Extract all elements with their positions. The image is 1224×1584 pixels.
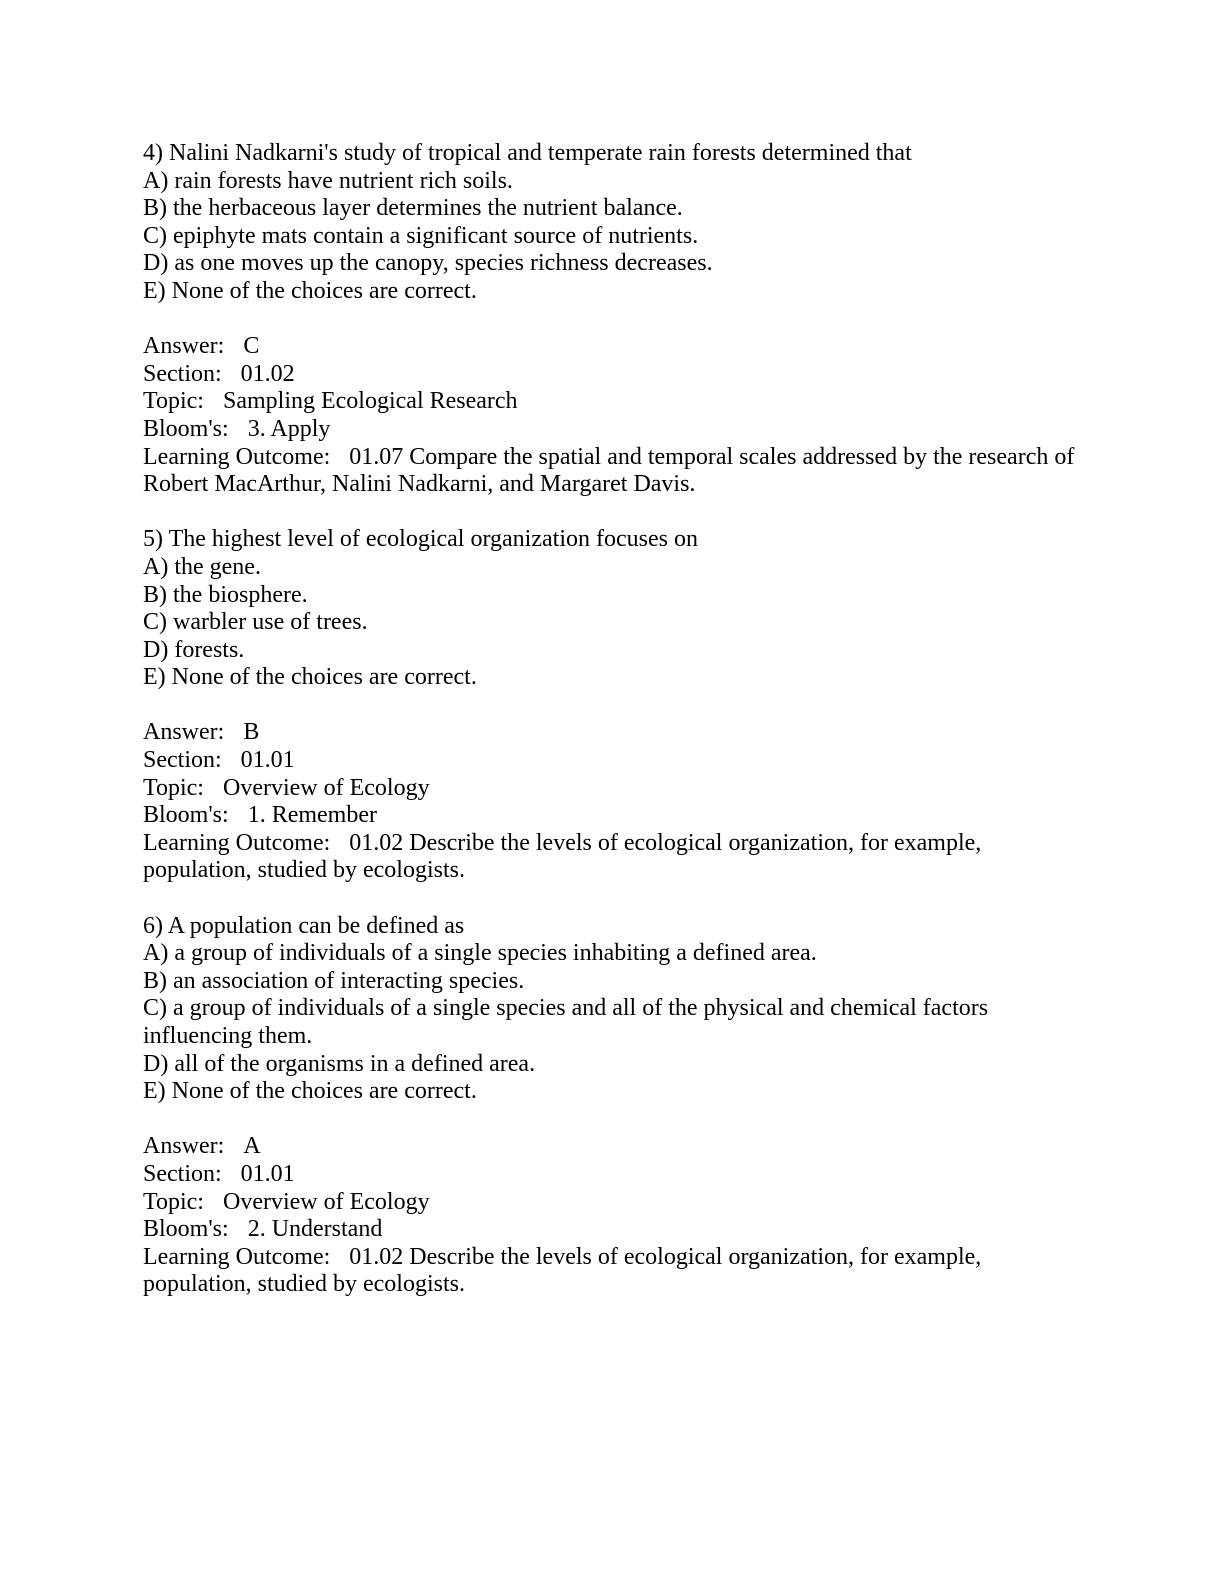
choice-line: D) forests. (143, 636, 245, 663)
choice-line: E) None of the choices are correct. (143, 1078, 477, 1105)
section-value: 01.01 (240, 1160, 295, 1187)
choice-line: E) None of the choices are correct. (143, 277, 477, 304)
section-value: 01.02 (240, 360, 295, 387)
blooms-label: Bloom's: (143, 1216, 229, 1243)
meta-line-section (143, 361, 1080, 389)
learning-outcome-label: Learning Outcome: (143, 443, 331, 470)
section-value: 01.01 (240, 747, 295, 774)
choice-line: B) an association of interacting species. (143, 967, 525, 994)
answer-label: Answer: (143, 1133, 225, 1160)
answer-value: C (243, 333, 260, 360)
meta-line-answer (143, 333, 1080, 361)
choice-line: C) warbler use of trees. (143, 609, 368, 636)
learning-outcome-value: 01.02 Describe the levels of ecological organization, for example, population, studied by ecologists. (143, 829, 982, 884)
topic-label: Topic: (143, 388, 204, 415)
question-number: 4) (143, 140, 163, 166)
meta-line-topic (143, 1189, 1080, 1217)
meta-line-blooms (143, 416, 1080, 444)
answer-block-4 (143, 333, 1080, 499)
meta-line-blooms (143, 802, 1080, 830)
meta-line-learning-outcome (143, 830, 1080, 885)
choice-line: D) all of the organisms in a defined area. (143, 1050, 536, 1077)
blooms-label: Bloom's: (143, 802, 229, 829)
learning-outcome-label: Learning Outcome: (143, 829, 331, 856)
meta-line-learning-outcome (143, 1244, 1080, 1299)
learning-outcome-label: Learning Outcome: (143, 1243, 331, 1270)
meta-line-section (143, 1161, 1080, 1189)
answer-value: B (243, 719, 260, 746)
question-stem: Nalini Nadkarni's study of tropical and temperate rain forests determined that (169, 140, 912, 166)
meta-line-learning-outcome (143, 444, 1080, 499)
answer-label: Answer: (143, 333, 225, 360)
choice-line: D) as one moves up the canopy, species richness decreases. (143, 250, 713, 277)
meta-line-topic (143, 775, 1080, 803)
topic-label: Topic: (143, 1188, 204, 1215)
section-label: Section: (143, 360, 222, 387)
meta-line-section (143, 747, 1080, 775)
learning-outcome-value: 01.02 Describe the levels of ecological organization, for example, population, studied by ecologists. (143, 1243, 982, 1298)
question-block-6 (143, 913, 1080, 1106)
question-block-4 (143, 140, 1080, 306)
answer-label: Answer: (143, 719, 225, 746)
blooms-label: Bloom's: (143, 415, 229, 442)
meta-line-answer (143, 1133, 1080, 1161)
meta-line-blooms (143, 1216, 1080, 1244)
topic-value: Overview of Ecology (222, 1188, 430, 1215)
question-block-5 (143, 526, 1080, 692)
question-stem: A population can be defined as (167, 912, 465, 939)
section-label: Section: (143, 747, 222, 774)
blooms-value: 2. Understand (247, 1216, 383, 1243)
choice-line: B) the herbaceous layer determines the nutrient balance. (143, 195, 683, 222)
choice-line: A) the gene. (143, 553, 261, 580)
topic-value: Sampling Ecological Research (222, 388, 518, 415)
choice-line: E) None of the choices are correct. (143, 664, 477, 691)
meta-line-answer (143, 719, 1080, 747)
answer-block-6 (143, 1133, 1080, 1299)
question-number: 6) (143, 912, 163, 939)
choice-line: A) a group of individuals of a single species inhabiting a defined area. (143, 940, 817, 967)
question-stem: The highest level of ecological organization focuses on (168, 526, 698, 553)
answer-value: A (243, 1133, 261, 1160)
topic-label: Topic: (143, 774, 204, 801)
answer-block-5 (143, 719, 1080, 885)
choice-line: B) the biosphere. (143, 581, 308, 608)
learning-outcome-value: 01.07 Compare the spatial and temporal scales addressed by the research of Robert MacArthur, Nalini Nadkarni, and Margaret Davis. (143, 443, 1075, 498)
question-number: 5) (143, 526, 163, 553)
question-line (143, 526, 1080, 554)
blooms-value: 3. Apply (247, 415, 331, 442)
choice-line: C) epiphyte mats contain a significant source of nutrients. (143, 222, 699, 249)
question-line (143, 913, 1080, 941)
topic-value: Overview of Ecology (222, 774, 430, 801)
section-label: Section: (143, 1160, 222, 1187)
meta-line-topic (143, 388, 1080, 416)
choice-line: C) a group of individuals of a single species and all of the physical and chemical factors influencing them. (143, 995, 989, 1049)
blooms-value: 1. Remember (247, 802, 377, 829)
question-line (143, 140, 1080, 168)
choice-line: A) rain forests have nutrient rich soils. (143, 167, 513, 194)
